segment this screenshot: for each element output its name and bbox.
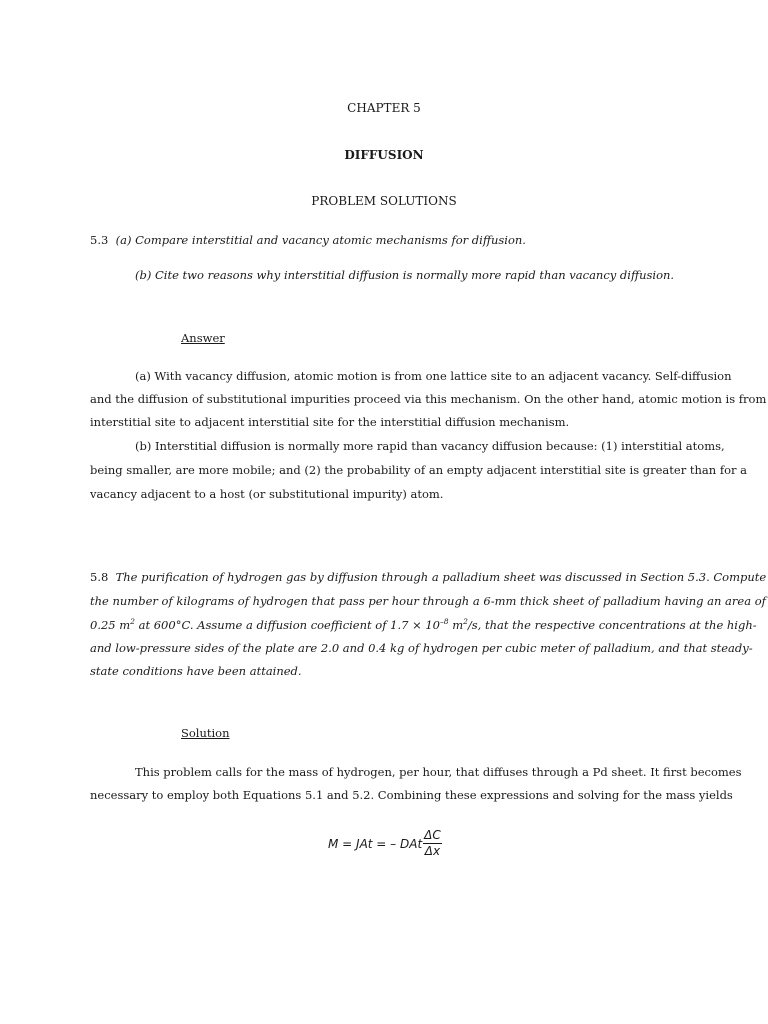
solution-heading: Solution bbox=[181, 726, 230, 740]
answer-heading: Answer bbox=[181, 331, 225, 345]
solution-line: This problem calls for the mass of hydrogen, per hour, that diffuses through a Pd sheet. It first becomes bbox=[135, 765, 742, 779]
problem-5-8-line: 5.8 The purification of hydrogen gas by diffusion through a palladium sheet was discussed in Section 5.3. Compute bbox=[90, 570, 767, 584]
problem-5-8-line: 0.25 $m^2$ at 600°C. Assume a diffusion coefficient of $1.7 \times 10^{-8}$ $m^2/s$, that the respective concentrations at the high- bbox=[90, 617, 757, 632]
answer-line: vacancy adjacent to a host (or substitutional impurity) atom. bbox=[90, 487, 444, 501]
problem-part-b: (b) Cite two reasons why interstitial diffusion is normally more rapid than vacancy diffusion. bbox=[135, 268, 675, 282]
answer-line: interstitial site to adjacent interstitial site for the interstitial diffusion mechanism. bbox=[90, 415, 570, 429]
equation-lhs: M = JAt = – DAt bbox=[328, 836, 423, 851]
answer-line: (a) With vacancy diffusion, atomic motion is from one lattice site to an adjacent vacancy. Self-diffusion bbox=[135, 369, 732, 383]
equation-fraction bbox=[423, 828, 442, 859]
chapter-title: DIFFUSION bbox=[344, 148, 424, 162]
solution-line: necessary to employ both Equations 5.1 and 5.2. Combining these expressions and solving for the mass yields bbox=[90, 788, 733, 802]
problem-5-3-prompt bbox=[90, 233, 526, 247]
answer-line: and the diffusion of substitutional impurities proceed via this mechanism. On the other hand, atomic motion is from bbox=[90, 392, 767, 406]
problem-number: 5.8 bbox=[90, 570, 109, 584]
chapter-label: CHAPTER 5 bbox=[347, 101, 421, 115]
answer-line: being smaller, are more mobile; and (2) the probability of an empty adjacent interstitial site is greater than for a bbox=[90, 463, 748, 477]
section-subtitle: PROBLEM SOLUTIONS bbox=[311, 194, 457, 208]
equation-numerator: ΔC bbox=[424, 828, 441, 842]
answer-line: (b) Interstitial diffusion is normally more rapid than vacancy diffusion because: (1) interstitial atoms, bbox=[135, 439, 725, 453]
problem-5-8-line: the number of kilograms of hydrogen that pass per hour through a 6-mm thick sheet of palladium having an area of bbox=[90, 594, 766, 608]
problem-part-a: (a) Compare interstitial and vacancy atomic mechanisms for diffusion. bbox=[115, 233, 526, 247]
equation-denominator: Δx bbox=[424, 844, 441, 858]
problem-5-8-line: and low-pressure sides of the plate are 2.0 and 0.4 kg of hydrogen per cubic meter of palladium, and that steady- bbox=[90, 641, 753, 655]
problem-5-8-line: state conditions have been attained. bbox=[90, 664, 302, 678]
mass-equation bbox=[328, 828, 442, 859]
problem-number: 5.3 bbox=[90, 233, 109, 247]
